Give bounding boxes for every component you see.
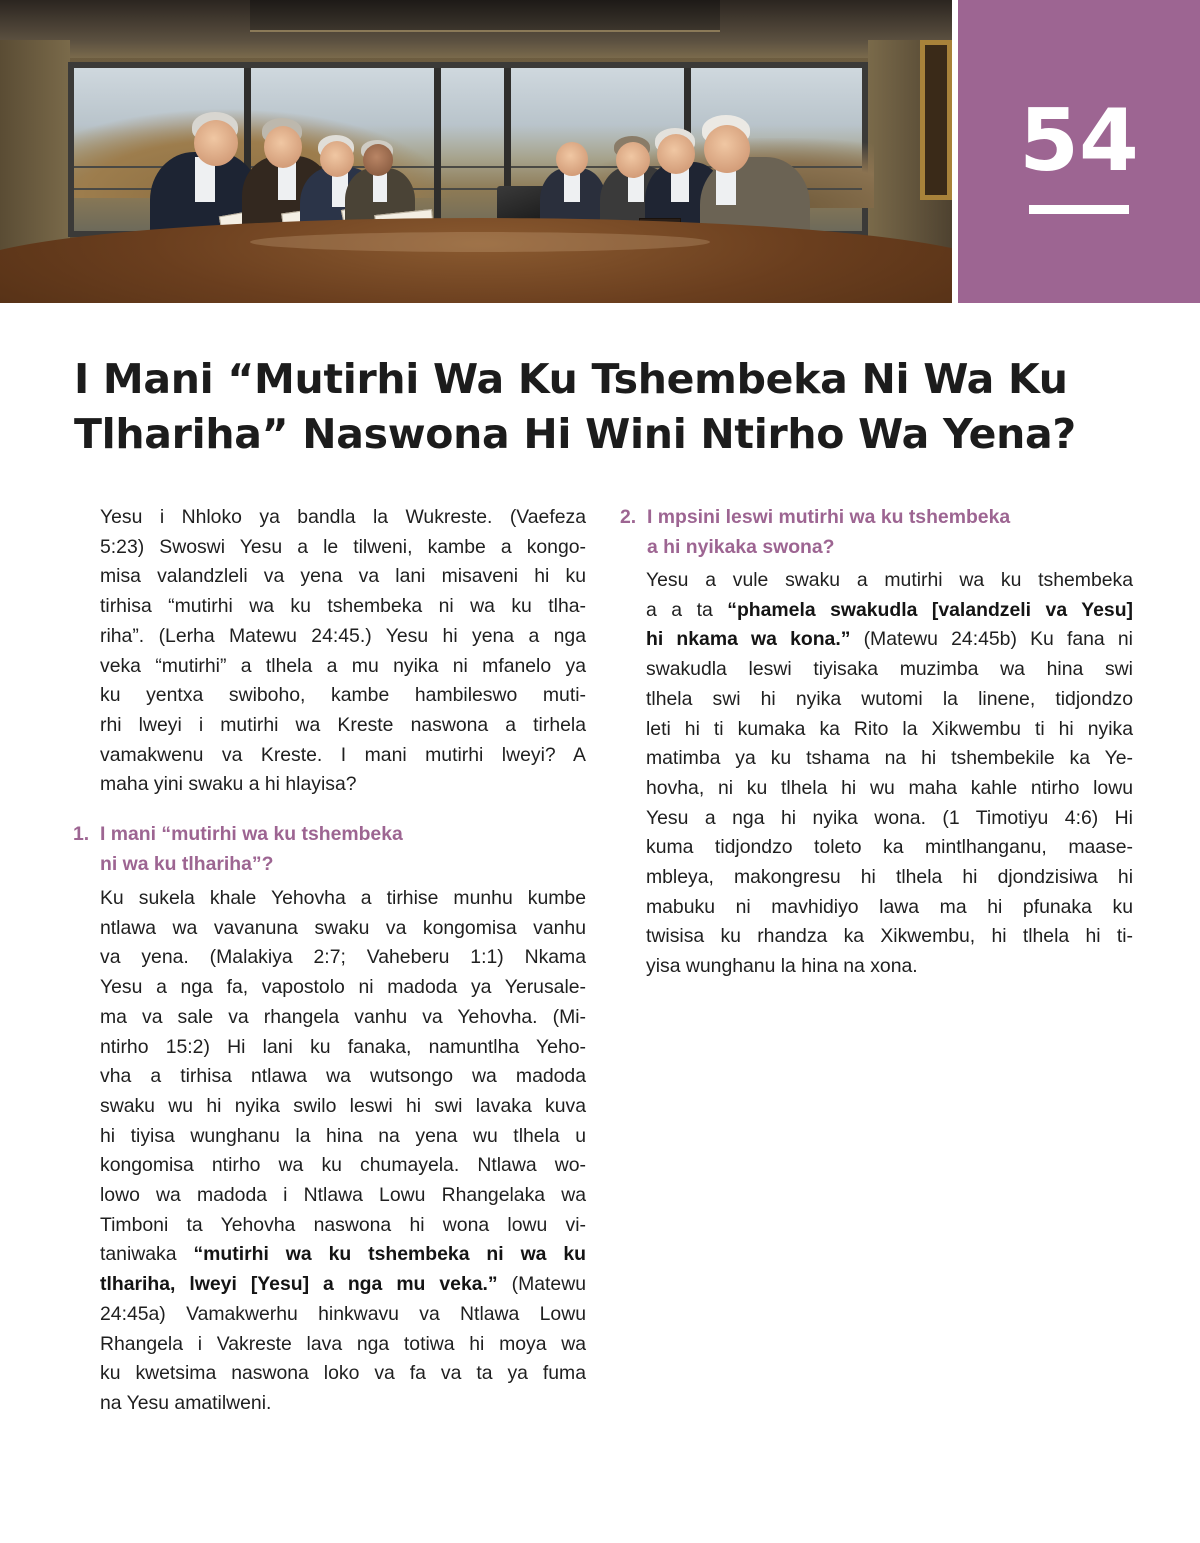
text-line: hi nkama wa kona.” (Matewu 24:45b) Ku fana ni [646, 628, 1133, 651]
ceiling-light-fixture [250, 0, 720, 32]
text-line: Yesu a vule swaku a mutirhi wa ku tshembeka [646, 569, 1133, 591]
text-line: tlhela swi hi nyika wutomi la linene, tidjondzo [646, 687, 1133, 710]
title-line-2: Tlhariha” Naswona Hi Wini Ntirho Wa Yena? [74, 410, 1076, 458]
text-line: 24:45a) Vamakwerhu hinkwavu va Ntlawa Lowu [100, 1302, 586, 1325]
text-line: Yesu a nga fa, vapostolo ni madoda ya Yerusale- [100, 976, 586, 999]
text-line: kongomisa ntirho wa ku chumayela. Ntlawa wo- [100, 1154, 586, 1177]
text-line: tlhariha, lweyi [Yesu] a nga mu veka.” (Matewu [100, 1273, 586, 1296]
text-line: na Yesu amatilweni. [100, 1391, 272, 1414]
intro-paragraph [100, 503, 586, 800]
text-line: a a ta “phamela swakudla [valandzeli va Yesu] [646, 598, 1133, 621]
scripture-quote-bold: “phamela swakudla [valandzeli va Yesu] [727, 598, 1133, 621]
text-line: Yesu i Nhloko ya bandla la Wukreste. (Vaefeza [100, 506, 586, 528]
chapter-number-tab [958, 0, 1200, 303]
page-title [74, 352, 1164, 462]
text-line: twisisa ku rhandza ka Xikwembu, hi tlhela hi ti- [646, 925, 1133, 948]
window-mullion [434, 68, 441, 231]
answer-1-paragraph [100, 884, 586, 1419]
text-line: taniwaka “mutirhi wa ku tshembeka ni wa ku [100, 1243, 586, 1266]
picture-frame [920, 40, 952, 200]
text-line: Yesu a nga hi nyika wona. (1 Timotiyu 4:6) Hi [646, 806, 1133, 829]
text-line: 5:23) Swoswi Yesu a le tilweni, kambe a kongo- [100, 535, 586, 558]
text-line: riha”. (Lerha Matewu 24:45.) Yesu hi yena a nga [100, 624, 586, 647]
text-line: ntirho 15:2) Hi lani ku fanaka, namuntlha Yeho- [100, 1035, 586, 1058]
conference-table [0, 218, 952, 303]
text-line: mabuku ni mavhidiyo lawa ma hi pfunaka ku [646, 895, 1133, 918]
scripture-quote-bold: tlhariha, lweyi [Yesu] a nga mu veka.” [100, 1273, 498, 1296]
question-1-line-1: 1. I mani “mutirhi wa ku tshembeka [73, 823, 403, 845]
answer-2-paragraph [646, 566, 1133, 982]
text-line: vamakwenu va Kreste. I mani mutirhi lweyi? A [100, 743, 586, 766]
chapter-number: 54 [1019, 91, 1139, 191]
text-line: lowo wa madoda i Ntlawa Lowu Rhangelaka wa [100, 1184, 586, 1207]
question-2-number: 2. [620, 506, 637, 528]
question-1-line-2: ni wa ku tlhariha”? [100, 852, 274, 875]
text-line: mbleya, makongresu hi tlhela hi djondzisiwa hi [646, 866, 1133, 889]
text-line: tirhisa “mutirhi wa ku tshembeka ni wa ku tlha- [100, 595, 586, 618]
text-line: kuma tidjondzo toleto ka mintlhanganu, maase- [646, 836, 1133, 859]
text-line: misa valandzleli va yena va lani misaveni hi ku [100, 565, 586, 588]
title-line-1: I Mani “Mutirhi Wa Ku Tshembeka Ni Wa Ku [74, 355, 1068, 403]
text-line: ku kwetsima naswona loko va fa va ta ya fuma [100, 1362, 586, 1385]
scripture-quote-bold: “mutirhi wa ku tshembeka ni wa ku [193, 1243, 586, 1266]
question-2-heading [620, 503, 1140, 562]
text-line: Timboni ta Yehovha naswona hi wona lowu vi- [100, 1213, 586, 1236]
text-line: va yena. (Malakiya 2:7; Vaheberu 1:1) Nkama [100, 946, 586, 969]
text-line: hovha, ni ku tlhela hi wu maha kahle ntirho lowu [646, 776, 1133, 799]
text-line: maha yini swaku a hi hlayisa? [100, 773, 357, 796]
text-line: ku yentxa swiboho, kambe hambileswo muti- [100, 684, 586, 707]
text-line: ntlawa wa vavanuna swaku va kongomisa vanhu [100, 916, 586, 939]
text-line: Ku sukela khale Yehovha a tirhise munhu kumbe [100, 887, 586, 909]
text-line: swakudla leswi tiyisaka muzimba wa hina swi [646, 658, 1133, 681]
table-reflection [250, 232, 710, 252]
text-line: veka “mutirhi” a tlhela a mu nyika ni mfanelo ya [100, 654, 586, 677]
text-line: ma va sale va rhangela vanhu va Yehovha. (Mi- [100, 1005, 586, 1028]
question-1-number: 1. [73, 823, 90, 845]
question-1-heading [73, 820, 593, 879]
text-line: vha a tirhisa ntlawa wa wutsongo wa madoda [100, 1065, 586, 1088]
question-2-line-1: 2. I mpsini leswi mutirhi wa ku tshembeka [620, 506, 1010, 528]
chapter-number-underline [1029, 205, 1129, 214]
question-2-line-2: a hi nyikaka swona? [647, 535, 835, 558]
text-line: Rhangela i Vakreste lava nga totiwa hi moya wa [100, 1332, 586, 1355]
text-line: hi tiyisa wunghanu la hina na yena wu tlhela u [100, 1124, 586, 1147]
text-line: swaku wu hi nyika swilo leswi hi swi lavaka kuva [100, 1094, 586, 1117]
text-line: matimba ya ku tshama na hi tshembekile ka Ye- [646, 747, 1133, 770]
text-line: yisa wunghanu la hina na xona. [646, 955, 918, 978]
scripture-quote-bold: hi nkama wa kona.” [646, 628, 851, 651]
text-line: rhi lweyi i mutirhi wa Kreste naswona a tirhela [100, 713, 586, 736]
text-line: leti hi ti kumaka ka Rito la Xikwembu ti hi nyika [646, 717, 1133, 740]
header-photo-meeting-room [0, 0, 952, 303]
